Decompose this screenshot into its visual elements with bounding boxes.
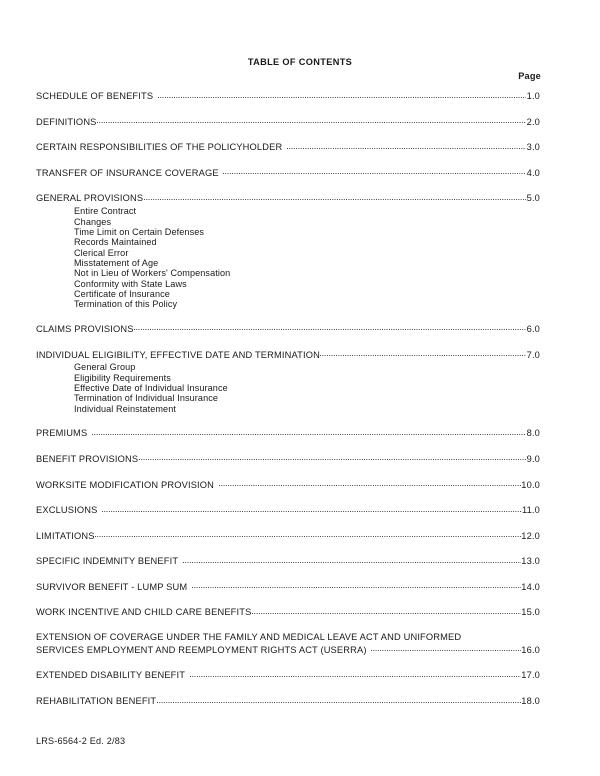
toc-entry[interactable]	[36, 167, 540, 179]
toc-entry[interactable]	[36, 116, 540, 128]
toc-entry[interactable]	[36, 695, 540, 707]
toc-entry-label: INDIVIDUAL ELIGIBILITY, EFFECTIVE DATE AND TERMINATION	[36, 349, 320, 360]
toc-entry-row	[36, 606, 540, 618]
toc-entry-row	[36, 141, 540, 153]
toc-dot-leader	[219, 167, 526, 176]
toc-entry[interactable]	[36, 323, 540, 335]
toc-subitem[interactable]: Eligibility Requirements	[74, 372, 171, 383]
toc-entry-label: GENERAL PROVISIONS	[36, 193, 144, 204]
toc-entry-page-number: 9.0	[526, 453, 540, 464]
toc-subitem[interactable]: Effective Date of Individual Insurance	[74, 383, 228, 394]
page-column-header: Page	[518, 71, 541, 81]
toc-entry-label: WORKSITE MODIFICATION PROVISION	[36, 479, 215, 490]
toc-subitem[interactable]: Conformity with State Laws	[74, 278, 187, 289]
toc-subitem-list	[36, 206, 540, 309]
toc-entry-page-number: 12.0	[521, 530, 540, 541]
toc-entry-label: CERTAIN RESPONSIBILITIES OF THE POLICYHOLDER	[36, 142, 283, 153]
toc-entry[interactable]	[36, 504, 540, 516]
toc-entry-label: SURVIVOR BENEFIT - LUMP SUM	[36, 581, 188, 592]
toc-entry-label: PREMIUMS	[36, 428, 88, 439]
toc-entry[interactable]	[36, 606, 540, 618]
toc-entry-label: SCHEDULE OF BENEFITS	[36, 91, 154, 101]
toc-entry-page-number: 7.0	[526, 349, 540, 360]
toc-entry[interactable]	[36, 530, 540, 542]
toc-entry-label-continued	[36, 644, 540, 657]
toc-entry[interactable]	[36, 632, 540, 656]
toc-subitem[interactable]: Entire Contract	[74, 206, 137, 217]
toc-entry-row	[36, 581, 540, 593]
toc-entry[interactable]	[36, 192, 540, 309]
toc-entry-row	[36, 427, 540, 439]
toc-subitem[interactable]: Changes	[74, 216, 112, 227]
toc-dot-leader	[367, 644, 521, 653]
toc-entry-label: BENEFIT PROVISIONS	[36, 453, 139, 464]
toc-subitem[interactable]: Termination of this Policy	[74, 299, 178, 310]
toc-entry-page-number: 5.0	[526, 193, 540, 204]
toc-entry[interactable]	[36, 90, 540, 102]
toc-entry-row	[36, 695, 540, 707]
table-of-contents	[36, 90, 540, 707]
toc-entry-label: DEFINITIONS	[36, 116, 97, 127]
toc-entry-page-number: 10.0	[521, 479, 540, 490]
toc-entry-label: EXTENSION OF COVERAGE UNDER THE FAMILY AND MEDICAL LEAVE ACT AND UNIFORMED	[36, 632, 462, 643]
toc-entry-row	[36, 116, 540, 128]
toc-entry-row	[36, 555, 540, 567]
toc-entry-row	[36, 504, 540, 516]
toc-entry-page-number: 16.0	[521, 644, 540, 655]
toc-entry[interactable]	[36, 581, 540, 593]
toc-subitem[interactable]: Records Maintained	[74, 237, 157, 248]
toc-entry[interactable]	[36, 349, 540, 415]
toc-entry[interactable]	[36, 669, 540, 681]
toc-entry-page-number: 11.0	[521, 505, 540, 516]
toc-dot-leader	[98, 504, 522, 513]
toc-subitem[interactable]: Time Limit on Certain Defenses	[74, 226, 205, 237]
toc-entry-page-number: 18.0	[521, 696, 540, 707]
toc-dot-leader	[157, 695, 521, 704]
toc-dot-leader	[154, 90, 526, 99]
toc-dot-leader	[179, 555, 521, 564]
toc-entry-row	[36, 349, 540, 361]
toc-entry-label: TRANSFER OF INSURANCE COVERAGE	[36, 167, 219, 178]
toc-entry[interactable]	[36, 141, 540, 153]
toc-subitem[interactable]: Termination of Individual Insurance	[74, 393, 219, 404]
toc-dot-leader	[144, 192, 526, 201]
toc-entry-row	[36, 632, 540, 656]
toc-entry-label: WORK INCENTIVE AND CHILD CARE BENEFITS	[36, 607, 252, 618]
toc-entry-row	[36, 167, 540, 179]
toc-entry-row	[36, 479, 540, 491]
toc-entry-row	[36, 669, 540, 681]
toc-subitem[interactable]: Clerical Error	[74, 247, 129, 258]
toc-entry-page-number: 15.0	[521, 607, 540, 618]
toc-dot-leader	[186, 669, 521, 678]
toc-entry-row	[36, 530, 540, 542]
toc-entry[interactable]	[36, 453, 540, 465]
toc-dot-leader	[97, 116, 526, 125]
toc-entry-page-number: 3.0	[526, 142, 540, 153]
toc-subitem[interactable]: Not in Lieu of Workers' Compensation	[74, 268, 231, 279]
toc-dot-leader	[139, 453, 526, 462]
toc-dot-leader	[320, 349, 526, 358]
document-footer: LRS-6564-2 Ed. 2/83	[36, 736, 126, 746]
toc-dot-leader	[188, 581, 521, 590]
toc-entry-label: LIMITATIONS	[36, 530, 95, 541]
toc-entry-label: REHABILITATION BENEFIT	[36, 696, 157, 707]
toc-entry-row	[36, 192, 540, 204]
toc-subitem[interactable]: Certificate of Insurance	[74, 289, 170, 300]
toc-entry-label-line2: SERVICES EMPLOYMENT AND REEMPLOYMENT RIGHTS ACT (USERRA)	[36, 644, 367, 655]
toc-entry-page-number: 14.0	[521, 581, 540, 592]
toc-entry-page-number: 8.0	[526, 428, 540, 439]
toc-subitem[interactable]: Individual Reinstatement	[74, 403, 176, 414]
toc-entry-page-number: 1.0	[526, 91, 540, 101]
toc-entry-page-number: 2.0	[526, 116, 540, 127]
toc-dot-leader	[283, 141, 526, 150]
toc-subitem[interactable]: Misstatement of Age	[74, 258, 159, 268]
toc-entry-page-number: 17.0	[521, 670, 540, 681]
toc-dot-leader	[88, 427, 526, 436]
toc-entry-page-number: 4.0	[526, 167, 540, 178]
toc-entry-page-number: 13.0	[521, 556, 540, 567]
toc-entry-row	[36, 323, 540, 335]
toc-entry-row	[36, 90, 540, 102]
toc-subitem-list	[36, 362, 540, 414]
toc-entry[interactable]	[36, 427, 540, 439]
toc-entry-label: EXCLUSIONS	[36, 505, 98, 516]
toc-entry[interactable]	[36, 555, 540, 567]
toc-dot-leader	[215, 479, 521, 488]
page-title: TABLE OF CONTENTS	[247, 57, 353, 67]
toc-dot-leader	[134, 323, 526, 332]
toc-entry-label: SPECIFIC INDEMNITY BENEFIT	[36, 556, 179, 567]
toc-entry[interactable]	[36, 479, 540, 491]
toc-dot-leader	[252, 606, 521, 615]
toc-entry-label: EXTENDED DISABILITY BENEFIT	[36, 670, 186, 681]
toc-dot-leader	[95, 530, 521, 539]
toc-entry-row	[36, 453, 540, 465]
toc-subitem[interactable]: General Group	[74, 362, 136, 373]
toc-entry-page-number: 6.0	[526, 323, 540, 334]
toc-entry-label: CLAIMS PROVISIONS	[36, 323, 134, 334]
